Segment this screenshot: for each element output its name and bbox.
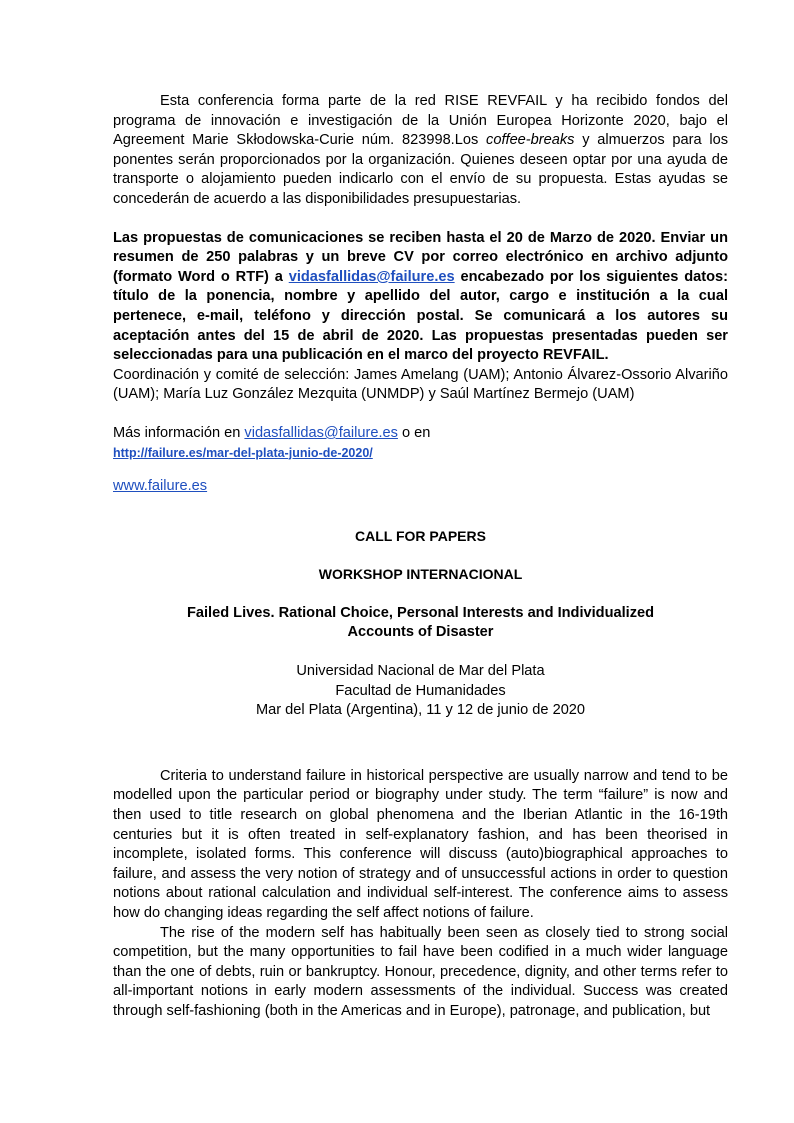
submission-paragraph (113, 229, 728, 366)
more-info-email-link[interactable]: vidasfallidas@failure.es (244, 424, 398, 441)
event-url-link[interactable]: http://failure.es/mar-del-plata-junio-de-2020/ (113, 445, 373, 460)
workshop-heading: WORKSHOP INTERNACIONAL (318, 566, 523, 583)
document-page (113, 92, 728, 1022)
more-info-prefix: Más información en (113, 424, 245, 441)
intro-text-a: Esta conferencia forma parte de la red RISE REVFAIL y ha recibido fondos del programa de innovación e investigación de la Unión Europea Horizonte 2020, bajo el Agreement Marie Skłodowska-Curie núm. 823998.Los (113, 93, 728, 149)
website-link[interactable]: www.failure.es (113, 478, 208, 495)
workshop-title-line-2: Accounts of Disaster (347, 624, 494, 641)
venue-faculty: Facultad de Humanidades (335, 682, 506, 699)
submission-email-link[interactable]: vidasfallidas@failure.es (288, 268, 455, 285)
venue-date: Mar del Plata (Argentina), 11 y 12 de junio de 2020 (255, 702, 586, 719)
venue-university: Universidad Nacional de Mar del Plata (296, 663, 545, 680)
body-paragraph-modern-self: The rise of the modern self has habitually been seen as closely tied to strong social competition, but the many opportunities to fail have been codified in a much wider language than the one of debts, ruin or bankruptcy. Honour, precedence, dignity, and other terms refer to all-important notions in early modern assessments of the individual. Success was created through self-fashioning (both in the Americas and in Europe), patronage, and publication, but (113, 924, 728, 1019)
more-info-line (113, 424, 728, 444)
intro-italic-coffee-breaks: coffee-breaks (486, 132, 575, 149)
call-for-papers-heading: CALL FOR PAPERS (355, 527, 486, 544)
committee-paragraph: Coordinación y comité de selección: James Amelang (UAM); Antonio Álvarez-Ossorio Alvariño (UAM); María Luz González Mezquita (UNMDP) y Saúl Martínez Bermejo (UAM) (113, 366, 728, 403)
more-info-suffix: o en (397, 424, 431, 441)
intro-text-b: y almuerzos para los ponentes serán proporcionados por la organización. Quienes deseen optar por una ayuda de transporte o alojamiento pueden indicarlo con el envío de su propuesta. Estas ayudas se concederán de acuerdo a las disponibilidades presupuestarias. (113, 132, 729, 207)
submission-text-b: encabezado por los siguientes datos: título de la ponencia, nombre y apellido del autor, cargo e institución a la cual pertenece, e-mail, teléfono y dirección postal. Se comunicará a los autores su aceptación antes del 15 de abril de 2020. Las propuestas presentadas pueden ser seleccionadas para una publicación en el marco del proyecto REVFAIL. (113, 268, 728, 364)
submission-text-a: Las propuestas de comunicaciones se reciben hasta el 20 de Marzo de 2020. Enviar un resumen de 250 palabras y un breve CV por correo electrónico en archivo adjunto (formato Word o RTF) a (113, 229, 728, 285)
intro-paragraph-funding (113, 92, 728, 210)
workshop-title-line-1: Failed Lives. Rational Choice, Personal Interests and Individualized (186, 604, 655, 621)
body-paragraph-criteria: Criteria to understand failure in historical perspective are usually narrow and tend to be modelled upon the particular period or biography under study. The term “failure” is now and then used to title research on global phenomena and the Iberian Atlantic in the 16-19th centuries but it is often treated in self-explanatory fashion, and has been theorised in incomplete, isolated forms. This conference will discuss (auto)biographical approaches to failure, and assess the very notion of strategy and of unsuccessful actions in order to question notions about rational calculation and individual self-interest. The conference aims to assess how do changing ideas regarding the self affect notions of failure. (113, 767, 728, 921)
